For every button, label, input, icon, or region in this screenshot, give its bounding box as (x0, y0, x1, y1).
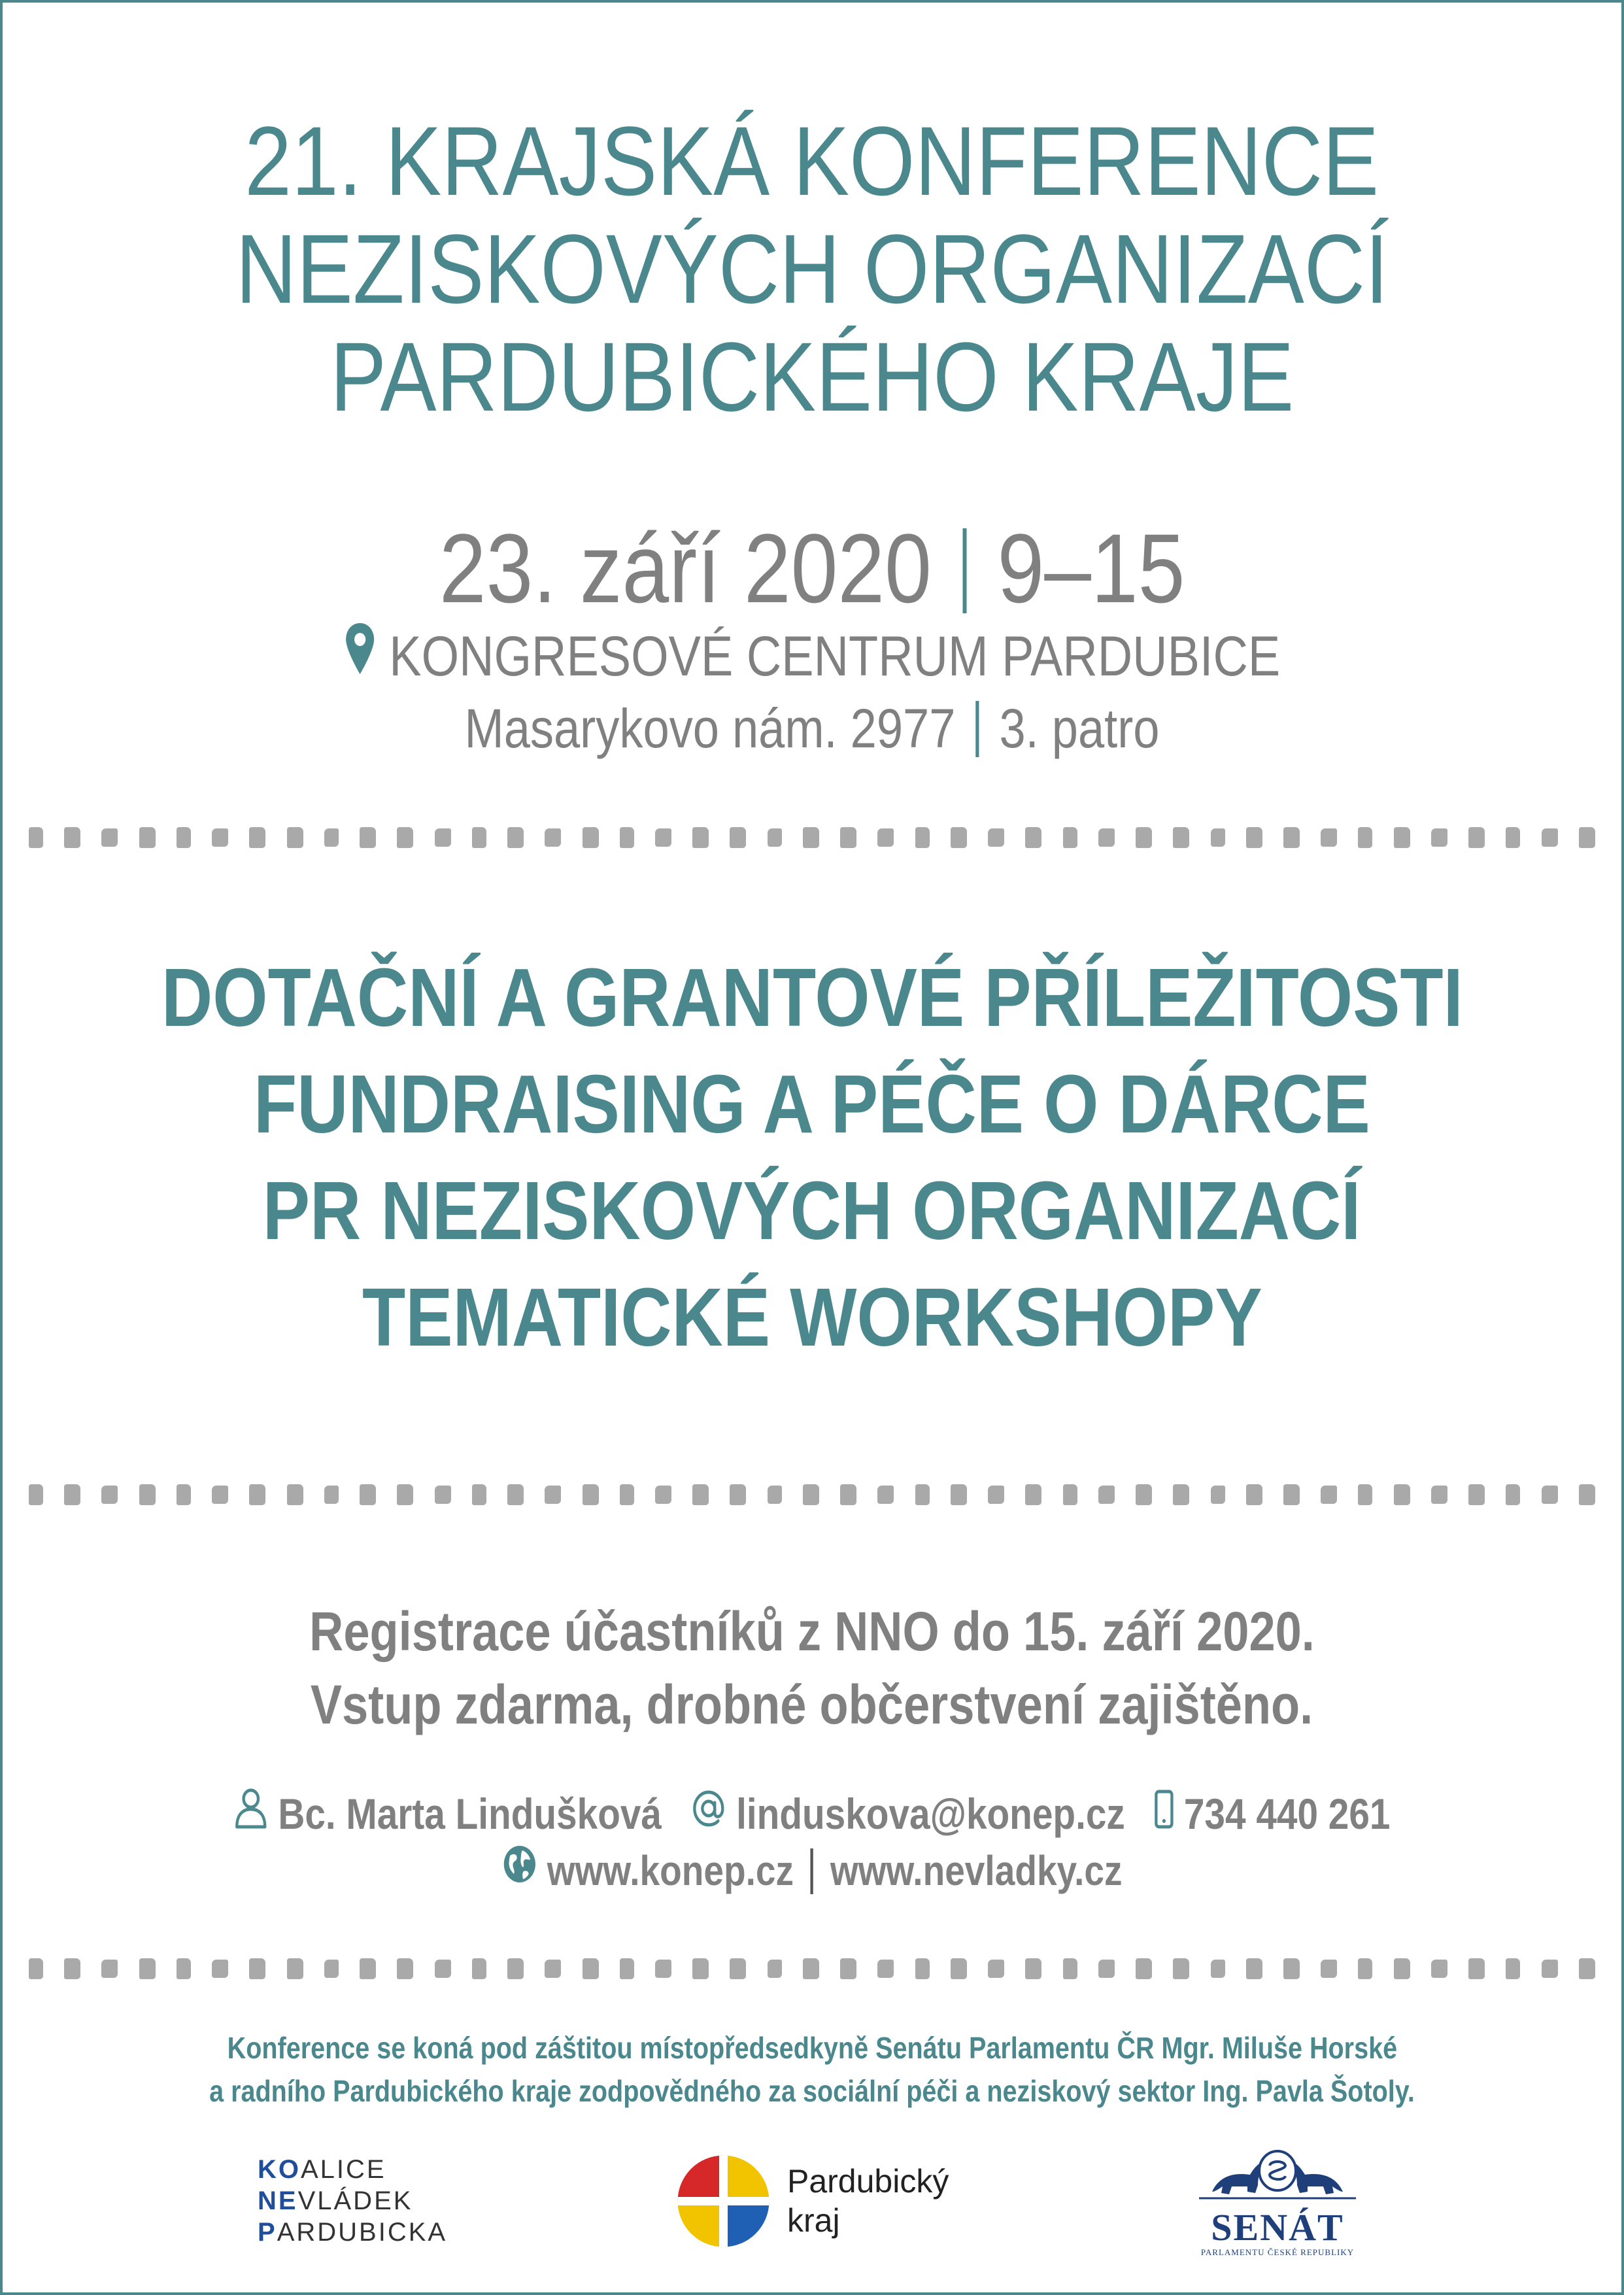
pk-line-1: Pardubický (787, 2163, 949, 2200)
konep-logo: KOALICE NEVLÁDEK PARDUBICKA (258, 2155, 448, 2247)
topic-item: PR NEZISKOVÝCH ORGANIZACÍ (263, 1164, 1361, 1257)
senat-logo (1186, 2146, 1369, 2258)
web-row (3, 1841, 1621, 1903)
at-icon (691, 1784, 726, 1843)
registration-info (3, 1595, 1621, 1741)
phone-icon (1155, 1784, 1174, 1843)
senat-subtitle: PARLAMENTU ČESKÉ REPUBLIKY (1200, 2247, 1355, 2257)
patronage-note (3, 2026, 1621, 2113)
pk-line-2: kraj (787, 2202, 840, 2239)
contact-email[interactable]: linduskova@konep.cz (736, 1790, 1125, 1838)
contact-phone[interactable]: 734 440 261 (1183, 1790, 1391, 1838)
divider (975, 701, 979, 757)
website-konep[interactable]: www.konep.cz (547, 1847, 794, 1894)
patronage-line-1: Konference se koná pod záštitou místopředsedkyně Senátu Parlamentu ČR Mgr. Miluše Horské (227, 2031, 1397, 2065)
contact-row (3, 1784, 1621, 1847)
dashed-divider-1 (29, 826, 1595, 849)
conference-title (3, 107, 1621, 431)
event-venue (3, 620, 1621, 696)
event-time: 9–15 (997, 513, 1185, 623)
event-date: 23. září 2020 (439, 513, 932, 623)
patronage-line-2: a radního Pardubického kraje zodpovědného za sociální péči a neziskový sektor Ing. Pavla Šotoly. (209, 2074, 1415, 2108)
address-street: Masarykovo nám. 2977 (464, 698, 956, 759)
dashed-divider-2 (29, 1484, 1595, 1506)
title-line-1: 21. KRAJSKÁ KONFERENCE (245, 106, 1379, 216)
pardubicky-kraj-emblem-icon (676, 2154, 771, 2249)
senat-name: SENÁT (1211, 2206, 1344, 2249)
topic-item: TEMATICKÉ WORKSHOPY (362, 1271, 1262, 1363)
divider (962, 528, 966, 613)
registration-line-1: Registrace účastníků z NNO do 15. září 2020. (309, 1601, 1315, 1662)
website-nevladky[interactable]: www.nevladky.cz (830, 1847, 1123, 1894)
map-pin-icon (344, 620, 375, 692)
topic-item: FUNDRAISING A PÉČE O DÁRCE (254, 1058, 1370, 1150)
address-floor: 3. patro (999, 698, 1160, 759)
registration-line-2: Vstup zdarma, drobné občerstvení zajištěno. (311, 1674, 1313, 1735)
senat-lions-emblem-icon (1193, 2146, 1362, 2205)
dashed-divider-3 (29, 1958, 1595, 1980)
event-datetime (3, 506, 1621, 630)
event-address (3, 692, 1621, 764)
divider (810, 1848, 813, 1894)
topic-item: DOTAČNÍ A GRANTOVÉ PŘÍLEŽITOSTI (161, 951, 1463, 1044)
contact-person: Bc. Marta Lindušková (278, 1790, 662, 1838)
title-line-2: NEZISKOVÝCH ORGANIZACÍ (235, 214, 1389, 324)
topics-list (3, 944, 1621, 1370)
venue-name: KONGRESOVÉ CENTRUM PARDUBICE (388, 625, 1280, 688)
title-line-3: PARDUBICKÉHO KRAJE (330, 322, 1294, 432)
person-icon (234, 1784, 268, 1843)
globe-icon (502, 1841, 537, 1899)
